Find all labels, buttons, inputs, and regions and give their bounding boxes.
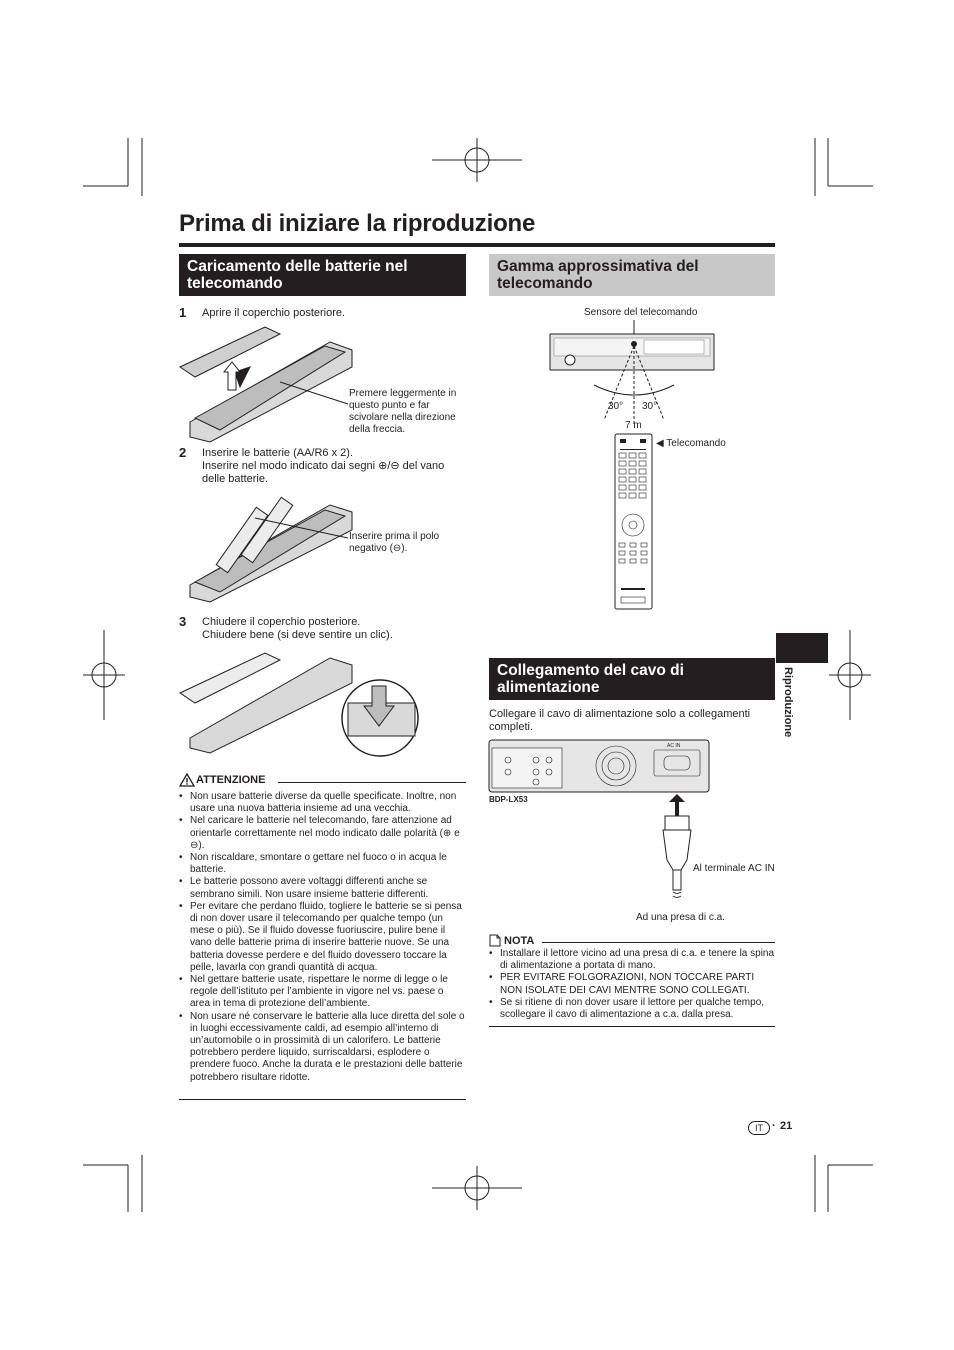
note-item: • Installare il lettore vicino ad una presa di c.a. e tenere la spina di alimentazione a portata di mano. — [489, 948, 775, 972]
caution-item: • Nel gettare batterie usate, rispettare le norme di legge o le regole dell’istituto per l’ambiente in vigore nel vs. paese o area in tema di protezione dell’ambiente. — [179, 974, 466, 1011]
note-bottom-rule — [489, 1026, 775, 1027]
note-icon — [489, 934, 501, 947]
caution-item: • Le batterie possono avere voltaggi differenti anche se sembrano simili. Non usare insieme batterie differenti. — [179, 876, 466, 900]
close-cover-illustration — [180, 648, 425, 758]
battery-section-title: Caricamento delle batterie nel telecomando — [187, 258, 408, 292]
note-list — [489, 948, 775, 1021]
ac-in-small-label: AC IN — [667, 743, 681, 749]
range-section-header — [489, 254, 775, 296]
power-section-header — [489, 658, 775, 700]
caution-rule — [278, 782, 466, 783]
step-3-subtext: Chiudere bene (si deve sentire un clic). — [202, 629, 393, 641]
callout-negative-first: Inserire prima il polo negativo (⊖). — [349, 531, 440, 554]
step-2-text: Inserire le batterie (AA/R6 x 2). — [202, 447, 354, 459]
ac-in-label: Al terminale AC IN — [693, 863, 775, 874]
page-number: 21 — [780, 1120, 793, 1132]
side-tab-label: Riproduzione — [782, 667, 794, 738]
caution-item: • Non riscaldare, smontare o gettare nel fuoco o in acqua le batterie. — [179, 852, 466, 876]
caution-title: ATTENZIONE — [196, 774, 266, 786]
range-section-title: Gamma approssimativa del telecomando — [497, 258, 699, 292]
caution-item: • Per evitare che perdano fluido, togliere le batterie se si pensa di non dover usare il telecomando per qualche tempo (un mese o più). Se il fluido dovesse fuoriuscire, pulire bene il vano delle batterie prima di inserire batterie nuove. Se una batteria dovesse perdere e del fluido dovessero toccare la pelle, lavarla con grandi quantità di acqua. — [179, 901, 466, 974]
sensor-label: Sensore del telecomando — [584, 307, 698, 318]
caution-list — [179, 791, 466, 1084]
callout-press-slide: Premere leggermente in questo punto e far scivolare nella direzione della freccia. — [349, 388, 457, 435]
note-title: NOTA — [504, 935, 535, 947]
caution-bottom-rule — [179, 1099, 466, 1100]
remote-open-cover-illustration — [180, 322, 360, 447]
language-badge: IT — [748, 1121, 770, 1135]
page-title: Prima di iniziare la riproduzione — [179, 210, 536, 237]
player-front-range-illustration — [548, 320, 718, 430]
note-item: • PER EVITARE FOLGORAZIONI, NON TOCCARE PARTI NON ISOLATE DEI CAVI MENTRE SONO COLLEGATI. — [489, 972, 775, 996]
note-rule — [542, 942, 775, 943]
model-label: BDP-LX53 — [489, 795, 528, 804]
insert-batteries-illustration — [180, 490, 360, 605]
step-3-text: Chiudere il coperchio posteriore. — [202, 616, 361, 628]
step-3-number: 3 — [179, 614, 187, 629]
battery-section-header — [179, 254, 466, 296]
power-cord-illustration — [657, 790, 697, 910]
step-1-number: 1 — [179, 305, 187, 320]
page-separator: · — [772, 1120, 776, 1132]
outlet-label: Ad una presa di c.a. — [636, 912, 725, 923]
step-2-subtext: Inserire nel modo indicato dai segni ⊕/⊖ del vano delle batterie. — [202, 460, 445, 485]
step-2-number: 2 — [179, 445, 187, 460]
caution-item: • Non usare né conservare le batterie alla luce diretta del sole o in luoghi eccessivamente caldi, ad esempio all’interno di un’automobile o in prossimità di un calorifero. Le batterie potrebbero perdere liquido, surriscaldarsi, esplodere o prendere fuoco. Anche la durata e le prestazioni delle batterie potrebbero risultare ridotte. — [179, 1011, 466, 1084]
note-item: • Se si ritiene di non dover usare il lettore per qualche tempo, scollegare il cavo di alimentazione a c.a. dalla presa. — [489, 997, 775, 1021]
side-tab-marker — [776, 633, 828, 663]
remote-control-illustration — [614, 433, 654, 611]
remote-label: ◀ Telecomando — [656, 438, 726, 449]
distance-label: 7 m — [625, 420, 642, 431]
power-intro-text: Collegare il cavo di alimentazione solo a collegamenti completi. — [489, 708, 751, 733]
caution-item: • Nel caricare le batterie nel telecomando, fare attenzione ad orientarle correttamente nel modo indicato dalle polarità (⊕ e ⊖). — [179, 815, 466, 852]
power-section-title: Collegamento del cavo di alimentazione — [497, 662, 684, 696]
warning-triangle-icon — [179, 773, 195, 787]
step-1-text: Aprire il coperchio posteriore. — [202, 307, 346, 319]
angle-left-label: 30° — [608, 401, 624, 412]
title-rule — [179, 243, 775, 247]
angle-right-label: 30° — [642, 401, 658, 412]
caution-item: • Non usare batterie diverse da quelle specificate. Inoltre, non usare una nuova batteria insieme ad una vecchia. — [179, 791, 466, 815]
